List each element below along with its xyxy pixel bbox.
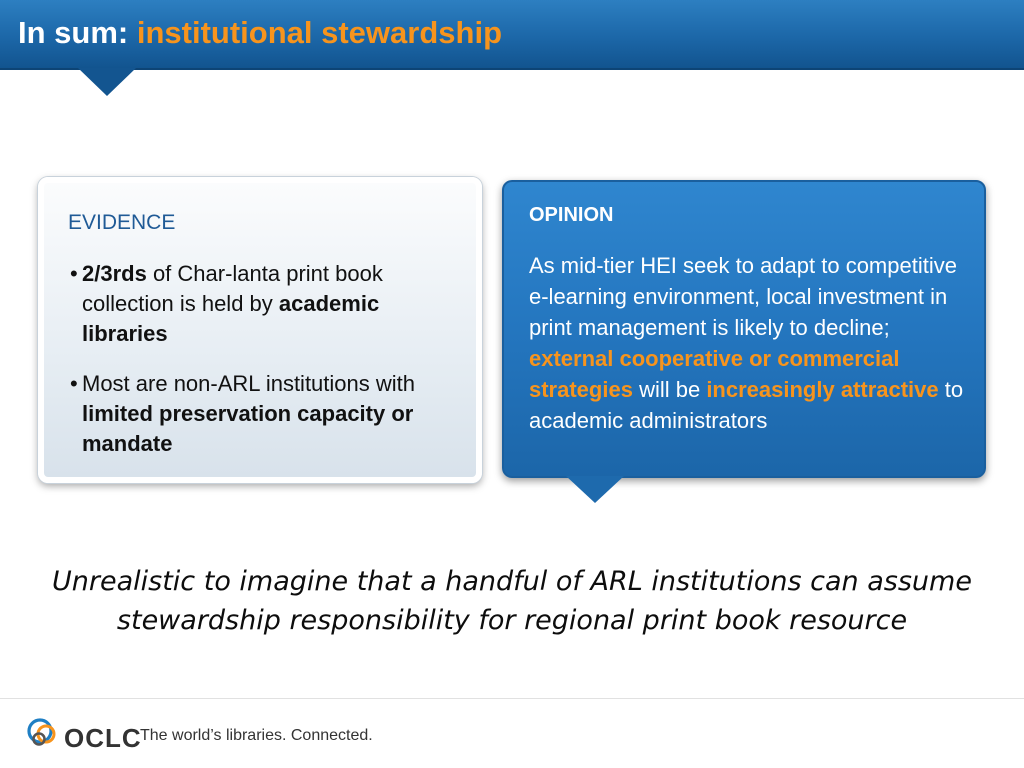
header-pointer	[78, 68, 136, 96]
evidence-fraction: 2/3rds	[82, 261, 147, 286]
title-accent: institutional stewardship	[136, 15, 503, 50]
bullet: •	[70, 261, 78, 286]
opinion-segment: to academic administrators	[529, 377, 964, 433]
opinion-segment: As mid-tier HEI seek to adapt to competitive e-learning environment, local investment in print management is likely to decline;	[529, 253, 957, 340]
opinion-highlight: external cooperative or commercial strategies	[529, 346, 900, 402]
opinion-segment: will be	[632, 377, 707, 402]
evidence-item-1	[70, 259, 452, 349]
evidence-text: Most are non-ARL institutions with	[82, 371, 415, 396]
evidence-emphasis: limited preservation capacity or mandate	[82, 401, 414, 456]
oclc-wordmark: OCLC	[64, 723, 142, 753]
opinion-pointer	[566, 476, 624, 503]
evidence-text: of Char-lanta print book collection is held by	[82, 261, 383, 316]
opinion-title: OPINION	[529, 204, 614, 226]
evidence-item-2	[70, 369, 452, 459]
opinion-highlight: increasingly attractive	[706, 377, 939, 402]
oclc-logo-icon	[26, 715, 60, 756]
evidence-emphasis: academic libraries	[82, 291, 380, 346]
bullet: •	[70, 371, 78, 396]
evidence-title: EVIDENCE	[68, 211, 176, 234]
opinion-text	[529, 250, 969, 436]
title-prefix: In sum:	[18, 15, 129, 50]
evidence-panel	[38, 177, 482, 483]
footer-tagline: The world’s libraries. Connected.	[140, 727, 373, 744]
footer-divider	[0, 698, 1024, 699]
slide-title	[18, 15, 502, 51]
conclusion-text: Unrealistic to imagine that a handful of ARL institutions can assume stewardship responsibility for regional print book resource	[52, 566, 972, 636]
opinion-panel	[502, 180, 986, 478]
title-bar	[0, 0, 1024, 70]
